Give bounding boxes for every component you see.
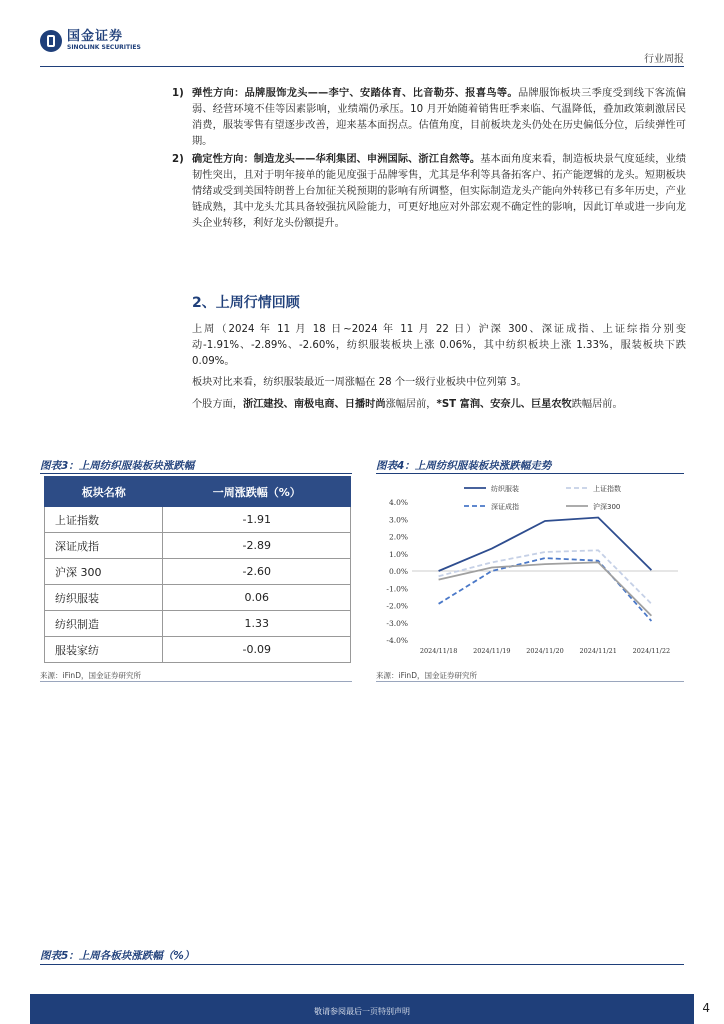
cell-change: -2.89: [163, 533, 351, 559]
cell-sector: 纺织服装: [45, 585, 163, 611]
table-row: [45, 559, 351, 585]
cell-sector: 上证指数: [45, 507, 163, 533]
figure4-source: 来源：iFinD，国金证券研究所: [376, 671, 477, 680]
legend-label: 上证指数: [593, 485, 621, 493]
footer-disclaimer: 敬请参阅最后一页特别声明: [314, 1007, 410, 1016]
series-line-0: [439, 518, 652, 572]
logo-cn: 国金证券: [67, 29, 124, 44]
logo-en: SINOLINK SECURITIES: [67, 44, 141, 51]
point-1-text: 品牌服饰板块三季度受到线下客流偏弱、经营环境不佳等因素影响，业绩端仍承压。10 月开始随着销售旺季来临、气温降低，叠加政策刺激居民消费，服装零售有望逐步改善，迎来基本面拐点。估值角度，目前板块龙头仍处在历史偏低分位，后续弹性可期。: [192, 88, 686, 147]
figure4-title-rule: [376, 473, 684, 474]
cell-change: 1.33: [163, 611, 351, 637]
figure5-title-rule: [40, 964, 684, 965]
trend-chart: [376, 478, 684, 663]
top-gainers: 浙江建投、南极电商、日播时尚: [242, 399, 386, 410]
series-line-3: [439, 562, 652, 615]
point-1-lead: 弹性方向：品牌服饰龙头——李宁、安踏体育、比音勒芬、报喜鸟等。: [192, 88, 518, 99]
ranking-paragraph: 板块对比来看，纺织服装最近一周涨幅在 28 个一级行业板块中位列第 3。: [192, 377, 527, 388]
logo-icon: [40, 30, 62, 52]
stocks-post: 跌幅居前。: [571, 399, 623, 410]
cell-change: -0.09: [163, 637, 351, 663]
y-tick-label: 0.0%: [388, 567, 408, 576]
x-tick-label: 2024/11/21: [579, 647, 617, 655]
point-2-text: 基本面角度来看，制造板块景气度延续，业绩韧性突出，且对于明年接单的能见度强于品牌零售，尤其是华利等具备拓客户、拓产能逻辑的龙头。短期板块情绪或受到美国特朗普上台加征关税预期的影响有所调整，但实际制造龙头产能向外转移已有多年历史，产业链成熟，其中龙头尤其具备较强抗风险能力，可更好地应对外部宏观不确定性的影响，因此订单或进一步向龙头企业转移，利好龙头份额提升。: [192, 154, 687, 229]
point-1-number: 1): [172, 88, 184, 99]
x-tick-label: 2024/11/19: [473, 647, 511, 655]
cell-change: -2.60: [163, 559, 351, 585]
report-type: 行业周报: [644, 54, 684, 65]
figure4-title: 图表4：上周纺织服装板块涨跌幅走势: [376, 460, 552, 472]
y-tick-label: 4.0%: [388, 498, 408, 507]
legend-label: 深证成指: [491, 503, 519, 511]
figure3-source: 来源：iFinD，国金证券研究所: [40, 671, 141, 680]
legend-label: 纺织服装: [491, 485, 519, 493]
col-change: 一周涨跌幅（%）: [163, 477, 351, 507]
table-header-row: [45, 477, 351, 507]
cell-change: 0.06: [163, 585, 351, 611]
cell-change: -1.91: [163, 507, 351, 533]
point-1: [172, 86, 686, 150]
x-tick-label: 2024/11/18: [419, 647, 458, 655]
table-row: [45, 637, 351, 663]
table-row: [45, 507, 351, 533]
point-2-lead: 确定性方向：制造龙头——华利集团、申洲国际、浙江自然等。: [192, 154, 481, 165]
figure3-title: 图表3：上周纺织服装板块涨跌幅: [40, 460, 195, 472]
col-sector: 板块名称: [45, 477, 163, 507]
table-row: [45, 611, 351, 637]
logo: [40, 30, 141, 52]
y-tick-label: 3.0%: [388, 515, 408, 525]
y-tick-label: -1.0%: [386, 584, 408, 594]
market-review-paragraph: 上周（2024 年 11 月 18 日~2024 年 11 月 22 日）沪深 300、深证成指、上证综指分别变动-1.91%、-2.89%、-2.60%，纺织服装板块上涨 0.06%，其中纺织板块上涨 1.33%，服装板块下跌 0.09%。: [192, 324, 686, 367]
table-row: [45, 533, 351, 559]
y-tick-label: -3.0%: [386, 618, 408, 628]
table-row: [45, 585, 351, 611]
y-tick-label: 2.0%: [388, 532, 408, 542]
stocks-paragraph: [192, 397, 686, 413]
x-tick-label: 2024/11/20: [526, 647, 564, 655]
y-tick-label: 1.0%: [388, 549, 408, 559]
top-losers: *ST 富润、安奈儿、巨星农牧: [436, 399, 572, 410]
section-heading: 2、上周行情回顾: [192, 295, 300, 311]
y-tick-label: -2.0%: [386, 601, 408, 611]
cell-sector: 服装家纺: [45, 637, 163, 663]
figure3-title-rule: [40, 473, 352, 474]
page-number: 4: [702, 1001, 710, 1015]
cell-sector: 沪深 300: [45, 559, 163, 585]
figure4-source-rule: [376, 681, 684, 682]
cell-sector: 纺织制造: [45, 611, 163, 637]
point-2: [172, 152, 687, 232]
figure5-title: 图表5：上周各板块涨跌幅（%）: [40, 950, 195, 962]
stocks-mid: 涨幅居前，: [385, 399, 437, 410]
cell-sector: 深证成指: [45, 533, 163, 559]
sector-table: [44, 476, 351, 663]
x-tick-label: 2024/11/22: [632, 647, 671, 655]
stocks-pre: 个股方面，: [192, 399, 243, 410]
y-tick-label: -4.0%: [386, 636, 408, 645]
header-divider: [40, 66, 684, 67]
legend-label: 沪深300: [593, 503, 621, 511]
figure3-source-rule: [40, 681, 352, 682]
point-2-number: 2): [172, 154, 184, 165]
